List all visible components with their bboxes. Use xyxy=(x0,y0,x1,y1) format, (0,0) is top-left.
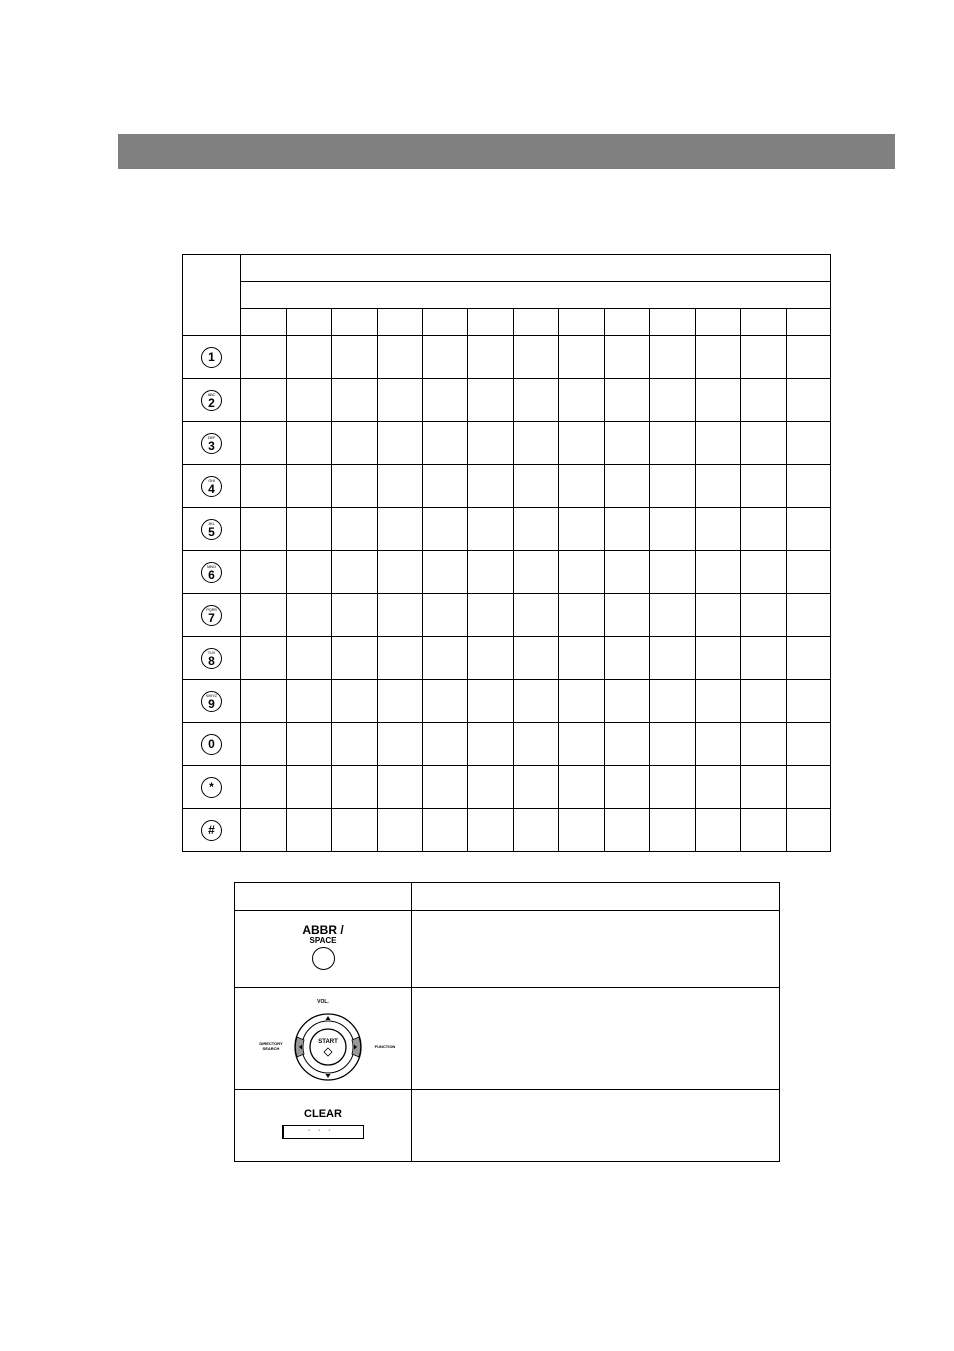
character-cell xyxy=(787,336,831,379)
table-row xyxy=(183,766,831,809)
key-digit: 6 xyxy=(208,567,215,582)
section-header-bar xyxy=(118,134,895,169)
character-cell xyxy=(650,465,696,508)
character-cell xyxy=(423,336,468,379)
key-cell xyxy=(183,637,241,680)
header-row-2 xyxy=(241,282,831,309)
keypad-key-icon xyxy=(201,562,222,583)
table-row xyxy=(183,594,831,637)
character-cell xyxy=(559,809,605,852)
character-cell xyxy=(332,637,378,680)
fkeys-header-key xyxy=(235,883,412,911)
index-cell xyxy=(605,309,650,336)
character-cell xyxy=(741,422,787,465)
character-cell xyxy=(741,465,787,508)
key-digit: 9 xyxy=(208,696,215,711)
key-letters: ABC xyxy=(207,391,216,397)
function-key-table xyxy=(234,882,780,1162)
character-cell xyxy=(696,766,741,809)
key-digit: 1 xyxy=(208,350,215,364)
character-cell xyxy=(423,637,468,680)
character-cell xyxy=(423,809,468,852)
character-cell xyxy=(787,422,831,465)
keypad-key-icon xyxy=(201,777,222,798)
character-cell xyxy=(287,422,332,465)
table-row xyxy=(183,422,831,465)
character-cell xyxy=(787,465,831,508)
character-cell xyxy=(514,551,559,594)
abbr-space-cell xyxy=(235,911,412,988)
character-cell xyxy=(741,551,787,594)
character-cell xyxy=(605,465,650,508)
abbr-space-button[interactable] xyxy=(312,947,335,970)
character-cell xyxy=(332,551,378,594)
character-cell xyxy=(468,680,514,723)
character-cell xyxy=(332,508,378,551)
character-cell xyxy=(650,766,696,809)
index-cell xyxy=(241,309,287,336)
character-cell xyxy=(514,680,559,723)
key-letters: MNO xyxy=(207,563,216,569)
key-cell xyxy=(183,551,241,594)
character-cell xyxy=(741,379,787,422)
character-cell xyxy=(468,809,514,852)
character-cell xyxy=(787,723,831,766)
character-cell xyxy=(468,422,514,465)
character-cell xyxy=(605,551,650,594)
key-digit: 7 xyxy=(208,610,215,625)
index-cell xyxy=(696,309,741,336)
character-cell xyxy=(650,422,696,465)
character-cell xyxy=(378,465,423,508)
table-row xyxy=(183,336,831,379)
character-cell xyxy=(468,336,514,379)
index-cell xyxy=(787,309,831,336)
character-cell xyxy=(514,594,559,637)
character-cell xyxy=(605,680,650,723)
character-cell xyxy=(787,551,831,594)
function-label: FUNCTION xyxy=(374,1043,396,1049)
character-cell xyxy=(378,422,423,465)
character-cell xyxy=(287,766,332,809)
character-cell xyxy=(650,637,696,680)
character-cell xyxy=(423,723,468,766)
character-cell xyxy=(741,637,787,680)
character-cell xyxy=(514,766,559,809)
character-cell xyxy=(378,551,423,594)
start-button[interactable] xyxy=(310,1029,346,1065)
character-cell xyxy=(332,809,378,852)
character-cell xyxy=(468,766,514,809)
character-cell xyxy=(605,422,650,465)
index-cell xyxy=(559,309,605,336)
keypad-key-icon xyxy=(201,476,222,497)
key-cell xyxy=(183,379,241,422)
character-cell xyxy=(605,766,650,809)
character-cell xyxy=(787,379,831,422)
character-cell xyxy=(241,723,287,766)
character-cell xyxy=(514,637,559,680)
character-cell xyxy=(423,551,468,594)
key-cell xyxy=(183,680,241,723)
character-cell xyxy=(514,723,559,766)
character-cell xyxy=(650,379,696,422)
character-cell xyxy=(468,379,514,422)
character-cell xyxy=(741,336,787,379)
table-row xyxy=(183,508,831,551)
character-cell xyxy=(378,379,423,422)
character-cell xyxy=(559,336,605,379)
character-cell xyxy=(378,680,423,723)
character-cell xyxy=(650,680,696,723)
character-cell xyxy=(468,594,514,637)
index-cell xyxy=(468,309,514,336)
index-cell xyxy=(741,309,787,336)
character-cell xyxy=(559,594,605,637)
index-cell xyxy=(514,309,559,336)
key-cell xyxy=(183,723,241,766)
character-cell xyxy=(696,637,741,680)
character-cell xyxy=(332,422,378,465)
character-cell xyxy=(287,723,332,766)
space-label: SPACE xyxy=(309,935,337,945)
table-row xyxy=(183,379,831,422)
character-cell xyxy=(332,680,378,723)
character-cell xyxy=(468,508,514,551)
character-cell xyxy=(241,637,287,680)
header-row-1 xyxy=(241,255,831,282)
key-digit: * xyxy=(209,780,214,794)
keypad-key-icon xyxy=(201,734,222,755)
key-digit: 0 xyxy=(208,737,215,751)
character-cell xyxy=(741,723,787,766)
character-cell xyxy=(378,723,423,766)
keypad-key-icon xyxy=(201,433,222,454)
character-cell xyxy=(559,680,605,723)
character-cell xyxy=(241,422,287,465)
character-cell xyxy=(559,766,605,809)
character-cell xyxy=(559,422,605,465)
navigation-pad-icon[interactable] xyxy=(238,991,408,1087)
key-cell xyxy=(183,422,241,465)
character-cell xyxy=(378,336,423,379)
character-cell xyxy=(787,508,831,551)
key-letters: DEF xyxy=(207,434,216,440)
character-cell xyxy=(787,594,831,637)
character-cell xyxy=(468,637,514,680)
character-cell xyxy=(241,336,287,379)
key-cell xyxy=(183,809,241,852)
keypad-key-icon xyxy=(201,605,222,626)
character-cell xyxy=(696,336,741,379)
character-cell xyxy=(696,422,741,465)
character-cell xyxy=(787,637,831,680)
character-cell xyxy=(287,379,332,422)
character-cell xyxy=(423,766,468,809)
table-row xyxy=(183,637,831,680)
key-digit: 8 xyxy=(208,653,215,668)
character-cell xyxy=(787,766,831,809)
character-cell xyxy=(514,809,559,852)
character-cell xyxy=(650,508,696,551)
character-cell xyxy=(378,594,423,637)
key-cell xyxy=(183,336,241,379)
character-cell xyxy=(378,508,423,551)
index-cell xyxy=(423,309,468,336)
keypad-key-icon xyxy=(201,390,222,411)
character-cell xyxy=(287,508,332,551)
character-cell xyxy=(650,551,696,594)
index-cell xyxy=(287,309,332,336)
character-cell xyxy=(241,594,287,637)
index-cell xyxy=(378,309,423,336)
key-letters: GHI xyxy=(208,477,215,483)
character-cell xyxy=(741,508,787,551)
character-cell xyxy=(287,594,332,637)
character-cell xyxy=(650,723,696,766)
navigation-pad-cell xyxy=(235,988,412,1090)
character-cell xyxy=(696,723,741,766)
fkeys-header-description xyxy=(412,883,780,911)
character-cell xyxy=(468,551,514,594)
character-cell xyxy=(650,594,696,637)
character-cell xyxy=(287,336,332,379)
index-cell xyxy=(332,309,378,336)
character-cell xyxy=(514,336,559,379)
key-letters: TUV xyxy=(207,649,216,655)
character-cell xyxy=(741,809,787,852)
volume-label: VOL. xyxy=(317,998,329,1005)
character-cell xyxy=(423,422,468,465)
character-cell xyxy=(559,379,605,422)
character-cell xyxy=(696,594,741,637)
character-cell xyxy=(468,723,514,766)
key-digit: 2 xyxy=(208,395,215,410)
character-cell xyxy=(696,551,741,594)
key-digit: 4 xyxy=(208,481,215,496)
abbr-label: ABBR / xyxy=(302,922,344,937)
keypad-key-icon xyxy=(201,347,222,368)
character-cell xyxy=(423,594,468,637)
character-cell xyxy=(423,379,468,422)
character-cell xyxy=(241,465,287,508)
character-table xyxy=(182,254,831,852)
table-row xyxy=(183,551,831,594)
character-cell xyxy=(605,637,650,680)
character-cell xyxy=(241,766,287,809)
character-cell xyxy=(332,465,378,508)
character-cell xyxy=(514,422,559,465)
character-cell xyxy=(332,723,378,766)
index-cell xyxy=(650,309,696,336)
key-digit: 5 xyxy=(208,524,215,539)
character-cell xyxy=(559,465,605,508)
character-cell xyxy=(514,379,559,422)
character-cell xyxy=(696,379,741,422)
keypad-key-icon xyxy=(201,519,222,540)
character-cell xyxy=(287,465,332,508)
character-cell xyxy=(559,508,605,551)
table-row xyxy=(183,809,831,852)
character-cell xyxy=(696,680,741,723)
character-cell xyxy=(287,551,332,594)
clear-button-dots: ◦◦◦ xyxy=(308,1127,339,1134)
character-cell xyxy=(696,809,741,852)
character-cell xyxy=(741,594,787,637)
clear-button[interactable] xyxy=(282,1125,364,1139)
table-row xyxy=(183,680,831,723)
character-cell xyxy=(241,551,287,594)
character-cell xyxy=(287,680,332,723)
key-cell xyxy=(183,508,241,551)
character-cell xyxy=(378,766,423,809)
character-cell xyxy=(559,723,605,766)
key-digit: 3 xyxy=(208,438,215,453)
key-letters: JKL xyxy=(208,520,215,526)
character-cell xyxy=(423,465,468,508)
character-cell xyxy=(559,551,605,594)
character-cell xyxy=(332,594,378,637)
clear-cell xyxy=(235,1090,412,1162)
key-letters: WXYZ xyxy=(206,692,217,698)
character-cell xyxy=(423,508,468,551)
character-cell xyxy=(332,766,378,809)
character-cell xyxy=(605,508,650,551)
character-cell xyxy=(514,508,559,551)
character-cell xyxy=(241,680,287,723)
key-letters: PQRS xyxy=(206,606,217,612)
character-cell xyxy=(468,465,514,508)
character-cell xyxy=(696,465,741,508)
search-label: SEARCH xyxy=(262,1045,280,1051)
character-cell xyxy=(650,809,696,852)
character-cell xyxy=(559,637,605,680)
keypad-key-icon xyxy=(201,820,222,841)
character-cell xyxy=(741,680,787,723)
abbr-space-description xyxy=(412,911,780,988)
character-cell xyxy=(741,766,787,809)
character-cell xyxy=(287,637,332,680)
table-row xyxy=(183,723,831,766)
character-cell xyxy=(423,680,468,723)
table-row xyxy=(183,465,831,508)
character-cell xyxy=(650,336,696,379)
character-cell xyxy=(241,508,287,551)
key-cell xyxy=(183,465,241,508)
character-cell xyxy=(605,809,650,852)
character-cell xyxy=(787,809,831,852)
clear-label: CLEAR xyxy=(304,1107,342,1120)
character-cell xyxy=(378,809,423,852)
navigation-pad-description xyxy=(412,988,780,1090)
character-cell xyxy=(332,336,378,379)
character-cell xyxy=(605,594,650,637)
key-digit: # xyxy=(208,823,215,837)
character-cell xyxy=(287,809,332,852)
keypad-key-icon xyxy=(201,691,222,712)
key-cell xyxy=(183,594,241,637)
character-cell xyxy=(605,379,650,422)
clear-description xyxy=(412,1090,780,1162)
key-header-cell xyxy=(183,255,241,336)
character-cell xyxy=(332,379,378,422)
character-cell xyxy=(605,723,650,766)
directory-label: DIRECTORY xyxy=(259,1040,283,1046)
start-label: START xyxy=(318,1038,338,1045)
character-cell xyxy=(241,809,287,852)
character-cell xyxy=(696,508,741,551)
character-cell xyxy=(787,680,831,723)
keypad-key-icon xyxy=(201,648,222,669)
character-cell xyxy=(378,637,423,680)
character-cell xyxy=(241,379,287,422)
character-cell xyxy=(605,336,650,379)
character-cell xyxy=(514,465,559,508)
key-cell xyxy=(183,766,241,809)
